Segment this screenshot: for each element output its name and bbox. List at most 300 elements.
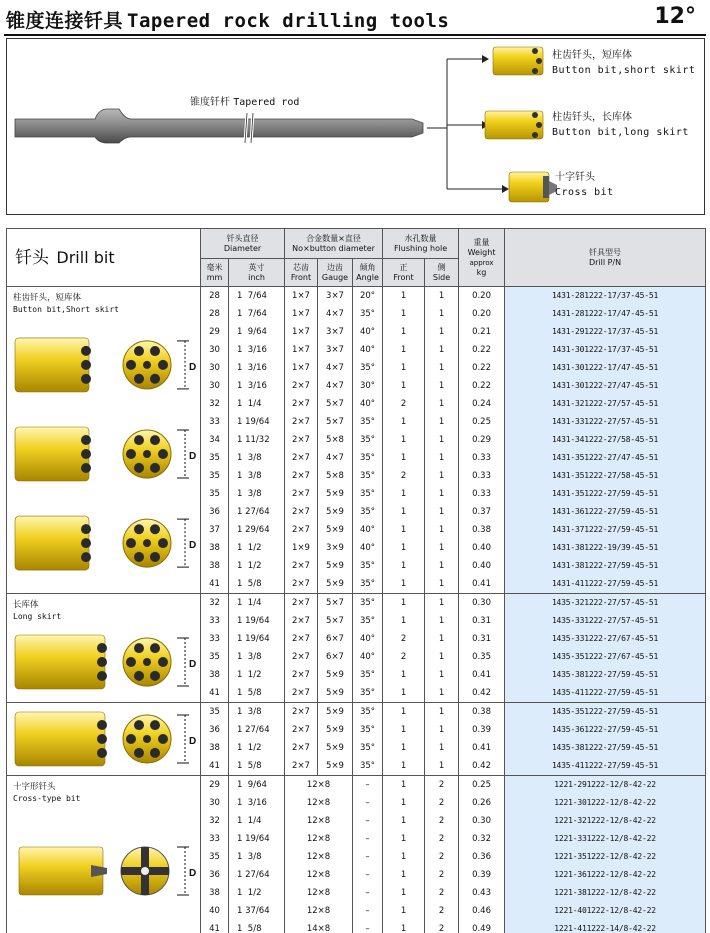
cell-flush-side: 1 — [425, 684, 459, 703]
cell-flush-side: 1 — [425, 539, 459, 557]
cell-flush-front: 2 — [383, 630, 425, 648]
cell-flush-side: 1 — [425, 648, 459, 666]
cell-diameter-inch: 1 27/64 — [229, 721, 285, 739]
cell-front-buttons: 2×7 — [285, 377, 318, 395]
header-weight-en: Weight — [467, 247, 496, 257]
header-front — [285, 259, 318, 287]
cell-flush-front: 1 — [383, 449, 425, 467]
cell-part-number: 1431-371222-27/59-45-51 — [505, 521, 706, 539]
cell-diameter-mm: 28 — [201, 305, 229, 323]
cell-front-buttons: 1×7 — [285, 341, 318, 359]
cell-diameter-mm: 41 — [201, 684, 229, 703]
cell-angle: 40° — [353, 341, 383, 359]
cell-flush-front: 1 — [383, 539, 425, 557]
cell-buttons: 12×8 — [285, 830, 353, 848]
cell-angle: 35° — [353, 739, 383, 757]
cell-flush-side: 1 — [425, 630, 459, 648]
cell-part-number: 1435-361222-27/59-45-51 — [505, 721, 706, 739]
cell-gauge-buttons: 4×7 — [318, 449, 353, 467]
cell-front-buttons: 1×7 — [285, 305, 318, 323]
group-label — [13, 600, 61, 622]
cell-flush-side: 1 — [425, 612, 459, 630]
option-button-bit-long — [552, 110, 689, 140]
header-angle — [353, 259, 383, 287]
cell-flush-side: 1 — [425, 521, 459, 539]
cell-diameter-mm: 41 — [201, 575, 229, 594]
cell-weight: 0.31 — [459, 612, 505, 630]
cell-weight: 0.22 — [459, 377, 505, 395]
cell-diameter-inch: 1 19/64 — [229, 612, 285, 630]
cell-diameter-mm: 30 — [201, 341, 229, 359]
option-cn: 十字钎头 — [555, 172, 595, 183]
cell-weight: 0.43 — [459, 884, 505, 902]
cell-weight: 0.41 — [459, 575, 505, 594]
cell-diameter-inch: 1 7/64 — [229, 305, 285, 323]
table-row — [7, 594, 706, 613]
cell-front-buttons: 2×7 — [285, 467, 318, 485]
taper-angle: 12° — [654, 4, 696, 29]
cell-flush-side: 2 — [425, 794, 459, 812]
cell-flush-side: 2 — [425, 920, 459, 933]
cell-flush-front: 1 — [383, 557, 425, 575]
cell-flush-side: 2 — [425, 776, 459, 795]
cell-flush-front: 1 — [383, 866, 425, 884]
cell-angle: 40° — [353, 630, 383, 648]
cell-weight: 0.39 — [459, 866, 505, 884]
cell-flush-front: 1 — [383, 757, 425, 776]
cell-flush-side: 1 — [425, 594, 459, 613]
cell-diameter-inch: 1 19/64 — [229, 630, 285, 648]
cell-diameter-mm: 41 — [201, 757, 229, 776]
cell-flush-front: 1 — [383, 575, 425, 594]
cell-part-number: 1431-381222-27/59-45-51 — [505, 557, 706, 575]
cell-gauge-buttons: 5×9 — [318, 557, 353, 575]
cell-diameter-mm: 35 — [201, 485, 229, 503]
table-row — [7, 703, 706, 722]
page-header — [0, 0, 710, 36]
cell-weight: 0.41 — [459, 666, 505, 684]
title-divider — [4, 34, 706, 36]
cell-weight: 0.33 — [459, 485, 505, 503]
title-en: Tapered rock drilling tools — [127, 10, 450, 32]
cell-part-number: 1435-381222-27/59-45-51 — [505, 739, 706, 757]
header-diameter — [201, 229, 285, 259]
cell-front-buttons: 1×7 — [285, 359, 318, 377]
cell-weight: 0.35 — [459, 648, 505, 666]
tapered-rod-label — [190, 93, 299, 108]
cell-front-buttons: 1×7 — [285, 323, 318, 341]
cell-angle: 35° — [353, 413, 383, 431]
cell-weight: 0.32 — [459, 830, 505, 848]
cell-flush-front: 1 — [383, 485, 425, 503]
header-diameter-en: Diameter — [223, 243, 262, 253]
cell-angle: – — [353, 902, 383, 920]
cell-flush-front: 1 — [383, 920, 425, 933]
cell-diameter-mm: 38 — [201, 539, 229, 557]
diameter-marker: D — [189, 451, 197, 462]
cell-diameter-inch: 1 3/8 — [229, 485, 285, 503]
cell-flush-side: 1 — [425, 703, 459, 722]
cell-angle: – — [353, 830, 383, 848]
cell-diameter-mm: 32 — [201, 594, 229, 613]
cell-angle: 35° — [353, 684, 383, 703]
option-en: Button bit,short skirt — [552, 65, 696, 76]
cell-angle: 40° — [353, 395, 383, 413]
cell-part-number: 1435-411222-27/59-45-51 — [505, 684, 706, 703]
cross-bit-illustration — [7, 808, 197, 933]
header-mm-en: mm — [206, 272, 223, 282]
cell-diameter-inch: 1 1/2 — [229, 739, 285, 757]
cell-gauge-buttons: 4×7 — [318, 359, 353, 377]
cell-diameter-mm: 33 — [201, 830, 229, 848]
group-label — [13, 782, 80, 804]
cell-diameter-mm: 35 — [201, 467, 229, 485]
cell-part-number: 1431-351222-27/47-45-51 — [505, 449, 706, 467]
cell-buttons: 12×8 — [285, 884, 353, 902]
header-inch-cn: 英寸 — [248, 262, 265, 272]
cell-flush-side: 2 — [425, 866, 459, 884]
cell-gauge-buttons: 4×7 — [318, 377, 353, 395]
cell-front-buttons: 2×7 — [285, 684, 318, 703]
rod-label-cn: 锥度钎杆 — [190, 97, 230, 108]
group-label-cn: 十字形钎头 — [13, 782, 56, 792]
cell-gauge-buttons: 3×7 — [318, 341, 353, 359]
cell-front-buttons: 2×7 — [285, 557, 318, 575]
cell-front-buttons: 2×7 — [285, 449, 318, 467]
header-inch — [229, 259, 285, 287]
cell-gauge-buttons: 5×9 — [318, 503, 353, 521]
cell-angle: – — [353, 776, 383, 795]
option-en: Button bit,long skirt — [552, 127, 689, 138]
cell-angle: – — [353, 794, 383, 812]
option-cross-bit — [555, 170, 614, 200]
cell-diameter-inch: 1 9/64 — [229, 323, 285, 341]
cell-angle: 35° — [353, 721, 383, 739]
cell-weight: 0.20 — [459, 287, 505, 306]
cell-diameter-inch: 1 3/16 — [229, 377, 285, 395]
header-flush-front-en: Front — [393, 272, 414, 282]
cell-diameter-mm: 30 — [201, 377, 229, 395]
cell-angle: 35° — [353, 485, 383, 503]
header-pn-cn: 钎具型号 — [589, 247, 622, 257]
header-mm-cn: 毫米 — [206, 262, 223, 272]
cell-flush-side: 2 — [425, 830, 459, 848]
cell-diameter-mm: 28 — [201, 287, 229, 306]
header-buttons — [285, 229, 383, 259]
cell-part-number: 1221-401222-12/8-42-22 — [505, 902, 706, 920]
table-title-en: Drill bit — [56, 247, 115, 267]
cell-weight: 0.31 — [459, 630, 505, 648]
cell-front-buttons: 2×7 — [285, 648, 318, 666]
cell-flush-front: 1 — [383, 830, 425, 848]
cell-gauge-buttons: 5×7 — [318, 594, 353, 613]
cell-gauge-buttons: 5×9 — [318, 666, 353, 684]
cell-flush-front: 1 — [383, 287, 425, 306]
cell-flush-front: 1 — [383, 902, 425, 920]
cell-flush-front: 1 — [383, 612, 425, 630]
cell-part-number: 1221-321222-12/8-42-22 — [505, 812, 706, 830]
cell-weight: 0.25 — [459, 776, 505, 795]
cell-flush-front: 1 — [383, 776, 425, 795]
cell-flush-side: 1 — [425, 739, 459, 757]
cell-gauge-buttons: 5×7 — [318, 413, 353, 431]
header-flush-side — [425, 259, 459, 287]
cell-diameter-inch: 1 1/2 — [229, 884, 285, 902]
cell-diameter-mm: 33 — [201, 612, 229, 630]
cell-angle: 35° — [353, 305, 383, 323]
cell-angle: 35° — [353, 467, 383, 485]
cell-gauge-buttons: 5×7 — [318, 612, 353, 630]
cell-part-number: 1431-381222-19/39-45-51 — [505, 539, 706, 557]
cell-part-number: 1221-361222-12/8-42-22 — [505, 866, 706, 884]
cell-flush-side: 2 — [425, 812, 459, 830]
cell-part-number: 1435-381222-27/59-45-51 — [505, 666, 706, 684]
cell-flush-front: 2 — [383, 648, 425, 666]
cell-angle: 35° — [353, 594, 383, 613]
cell-part-number: 1431-351222-27/58-45-51 — [505, 467, 706, 485]
cell-front-buttons: 2×7 — [285, 666, 318, 684]
cell-part-number: 1431-301222-17/47-45-51 — [505, 359, 706, 377]
group-label-cn: 长库体 — [13, 600, 39, 610]
cell-gauge-buttons: 5×9 — [318, 703, 353, 722]
cell-buttons: 12×8 — [285, 848, 353, 866]
cell-weight: 0.22 — [459, 359, 505, 377]
header-weight-cn: 重量 — [473, 237, 490, 247]
button-bit-illustration — [7, 319, 197, 589]
cell-diameter-mm: 32 — [201, 812, 229, 830]
cell-angle: 35° — [353, 757, 383, 776]
cell-gauge-buttons: 5×9 — [318, 739, 353, 757]
cell-weight: 0.39 — [459, 721, 505, 739]
diameter-marker: D — [189, 361, 197, 373]
cell-gauge-buttons: 5×9 — [318, 575, 353, 594]
cell-angle: 35° — [353, 557, 383, 575]
cell-diameter-mm: 38 — [201, 739, 229, 757]
cell-diameter-inch: 1 27/64 — [229, 503, 285, 521]
cell-diameter-inch: 1 27/64 — [229, 866, 285, 884]
cell-flush-front: 1 — [383, 666, 425, 684]
cell-weight: 0.49 — [459, 920, 505, 933]
cell-diameter-mm: 34 — [201, 431, 229, 449]
cell-front-buttons: 1×7 — [285, 287, 318, 306]
cell-diameter-inch: 1 5/8 — [229, 575, 285, 594]
cell-angle: 40° — [353, 521, 383, 539]
cell-diameter-inch: 1 3/8 — [229, 648, 285, 666]
cell-front-buttons: 1×9 — [285, 539, 318, 557]
cell-flush-side: 1 — [425, 341, 459, 359]
cell-part-number: 1431-281222-17/37-45-51 — [505, 287, 706, 306]
cell-angle: 35° — [353, 359, 383, 377]
cell-gauge-buttons: 5×9 — [318, 721, 353, 739]
cell-part-number: 1431-361222-27/59-45-51 — [505, 503, 706, 521]
cell-gauge-buttons: 5×8 — [318, 467, 353, 485]
cell-angle: – — [353, 920, 383, 933]
title-cn: 锥度连接钎具 — [6, 10, 124, 32]
cell-front-buttons: 2×7 — [285, 413, 318, 431]
header-flushing-en: Flushing hole — [393, 243, 448, 253]
cell-gauge-buttons: 5×9 — [318, 485, 353, 503]
cell-buttons: 12×8 — [285, 812, 353, 830]
cell-part-number: 1435-321222-27/57-45-51 — [505, 594, 706, 613]
header-pn-en: Drill P/N — [588, 257, 622, 267]
cell-angle: 35° — [353, 612, 383, 630]
cell-flush-side: 1 — [425, 431, 459, 449]
cell-flush-front: 1 — [383, 594, 425, 613]
cell-diameter-inch: 1 9/64 — [229, 776, 285, 795]
cell-weight: 0.24 — [459, 395, 505, 413]
option-en: Cross bit — [555, 187, 614, 198]
cell-weight: 0.42 — [459, 757, 505, 776]
page-title — [6, 6, 449, 33]
cell-part-number: 1435-411222-27/59-45-51 — [505, 757, 706, 776]
cell-flush-side: 1 — [425, 503, 459, 521]
header-flush-side-cn: 侧 — [437, 262, 446, 272]
cell-diameter-mm: 36 — [201, 721, 229, 739]
header-flushing-cn: 水孔数量 — [404, 233, 437, 243]
header-mm — [201, 259, 229, 287]
group-illustration-cell — [7, 594, 201, 703]
group-label — [13, 293, 119, 315]
group-illustration-cell — [7, 776, 201, 933]
cell-angle: – — [353, 812, 383, 830]
cell-front-buttons: 2×7 — [285, 703, 318, 722]
cell-part-number: 1431-321222-27/57-45-51 — [505, 395, 706, 413]
cell-part-number: 1221-411222-14/8-42-22 — [505, 920, 706, 933]
cell-flush-side: 1 — [425, 287, 459, 306]
table-body — [7, 287, 706, 933]
header-flush-side-en: Side — [432, 272, 451, 282]
cell-diameter-inch: 1 3/8 — [229, 467, 285, 485]
header-weight — [459, 229, 505, 287]
cell-angle: 35° — [353, 431, 383, 449]
cell-part-number: 1431-351222-27/59-45-51 — [505, 485, 706, 503]
cell-angle: 35° — [353, 575, 383, 594]
cell-part-number: 1435-331222-27/57-45-51 — [505, 612, 706, 630]
cell-weight: 0.21 — [459, 323, 505, 341]
cell-diameter-inch: 1 1/4 — [229, 395, 285, 413]
cell-part-number: 1431-411222-27/59-45-51 — [505, 575, 706, 594]
cell-diameter-inch: 1 1/4 — [229, 594, 285, 613]
cell-diameter-mm: 38 — [201, 557, 229, 575]
option-cn: 柱齿钎头，长库体 — [552, 112, 632, 123]
cell-diameter-mm: 33 — [201, 630, 229, 648]
cell-diameter-inch: 1 5/8 — [229, 684, 285, 703]
cell-flush-front: 1 — [383, 305, 425, 323]
cell-part-number: 1221-301222-12/8-42-22 — [505, 794, 706, 812]
cell-weight: 0.26 — [459, 794, 505, 812]
cell-flush-side: 2 — [425, 884, 459, 902]
cell-flush-front: 2 — [383, 467, 425, 485]
table-title-cn: 钎头 — [15, 247, 49, 268]
cell-angle: 35° — [353, 449, 383, 467]
cell-angle: – — [353, 848, 383, 866]
cell-flush-front: 1 — [383, 413, 425, 431]
cell-flush-front: 1 — [383, 721, 425, 739]
group-label-en: Long skirt — [13, 612, 62, 621]
cell-flush-front: 1 — [383, 323, 425, 341]
cell-part-number: 1435-331222-27/67-45-51 — [505, 630, 706, 648]
cell-weight: 0.25 — [459, 413, 505, 431]
cell-diameter-mm: 33 — [201, 413, 229, 431]
cell-angle: 40° — [353, 539, 383, 557]
header-weight-approx: approx — [469, 258, 494, 267]
cell-flush-side: 1 — [425, 449, 459, 467]
option-cn: 柱齿钎头，短库体 — [552, 50, 632, 61]
cell-front-buttons: 2×7 — [285, 431, 318, 449]
header-flushing — [383, 229, 459, 259]
cell-diameter-inch: 1 5/8 — [229, 920, 285, 933]
header-angle-en: Angle — [356, 272, 379, 282]
header-weight-unit: kg — [476, 267, 487, 277]
header-part-number — [505, 229, 706, 287]
cell-diameter-mm: 38 — [201, 884, 229, 902]
cell-diameter-inch: 1 5/8 — [229, 757, 285, 776]
cell-diameter-inch: 1 37/64 — [229, 902, 285, 920]
cell-weight: 0.42 — [459, 684, 505, 703]
header-flush-front-cn: 正 — [399, 262, 408, 272]
table-title — [7, 229, 201, 287]
header-front-cn: 芯齿 — [293, 262, 310, 272]
header-angle-cn: 倾角 — [359, 262, 376, 272]
cell-diameter-mm: 30 — [201, 794, 229, 812]
cell-front-buttons: 2×7 — [285, 575, 318, 594]
cell-diameter-inch: 1 3/16 — [229, 794, 285, 812]
cell-weight: 0.38 — [459, 521, 505, 539]
cell-diameter-mm: 35 — [201, 449, 229, 467]
cell-flush-front: 1 — [383, 377, 425, 395]
cell-gauge-buttons: 5×7 — [318, 395, 353, 413]
diameter-marker: D — [189, 868, 197, 879]
cell-diameter-mm: 30 — [201, 359, 229, 377]
diameter-marker: D — [189, 736, 197, 747]
cell-angle: – — [353, 866, 383, 884]
cell-flush-front: 1 — [383, 739, 425, 757]
table-row — [7, 776, 706, 795]
cell-weight: 0.40 — [459, 539, 505, 557]
cell-flush-side: 1 — [425, 305, 459, 323]
cell-diameter-mm: 35 — [201, 703, 229, 722]
cell-flush-side: 1 — [425, 395, 459, 413]
cell-flush-front: 1 — [383, 359, 425, 377]
cell-flush-front: 1 — [383, 812, 425, 830]
cell-gauge-buttons: 5×9 — [318, 684, 353, 703]
cell-gauge-buttons: 6×7 — [318, 648, 353, 666]
cell-weight: 0.33 — [459, 467, 505, 485]
cell-angle: 40° — [353, 648, 383, 666]
cell-flush-front: 1 — [383, 431, 425, 449]
cell-diameter-mm: 35 — [201, 848, 229, 866]
cell-flush-side: 1 — [425, 721, 459, 739]
cell-weight: 0.37 — [459, 503, 505, 521]
cell-part-number: 1435-351222-27/67-45-51 — [505, 648, 706, 666]
cell-angle: 30° — [353, 377, 383, 395]
cell-front-buttons: 2×7 — [285, 521, 318, 539]
cell-diameter-inch: 1 1/2 — [229, 666, 285, 684]
cell-diameter-mm: 38 — [201, 666, 229, 684]
group-label-cn: 柱齿钎头，短库体 — [13, 293, 82, 303]
cell-flush-side: 1 — [425, 557, 459, 575]
cell-flush-front: 1 — [383, 684, 425, 703]
cell-angle: 35° — [353, 666, 383, 684]
cell-buttons: 12×8 — [285, 776, 353, 795]
cell-gauge-buttons: 5×9 — [318, 757, 353, 776]
cell-weight: 0.30 — [459, 594, 505, 613]
cell-part-number: 1221-331222-12/8-42-22 — [505, 830, 706, 848]
cell-front-buttons: 2×7 — [285, 612, 318, 630]
cell-diameter-mm: 32 — [201, 395, 229, 413]
table-row — [7, 287, 706, 306]
cell-gauge-buttons: 4×7 — [318, 305, 353, 323]
